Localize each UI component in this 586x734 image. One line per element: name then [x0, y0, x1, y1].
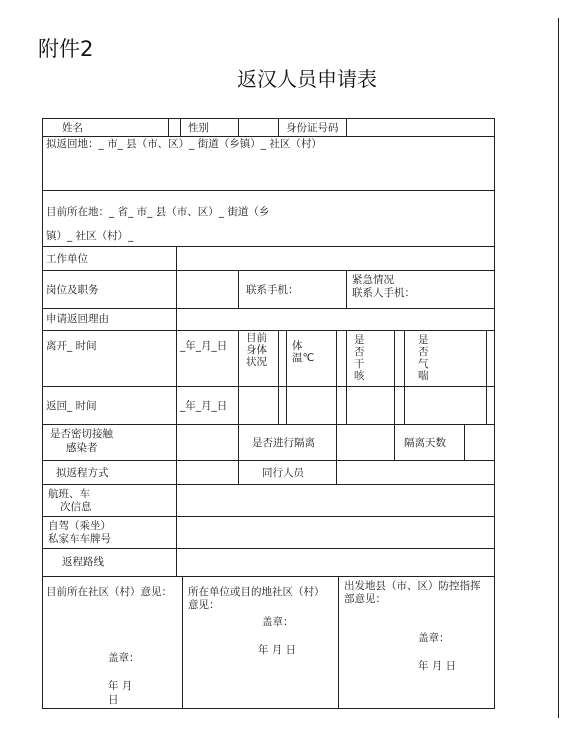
position-label: 岗位及职务: [46, 284, 99, 296]
route-label: 返程路线: [62, 556, 104, 568]
isolation-label: 是否进行隔离: [252, 437, 315, 449]
return-date-value: _年_月_日: [180, 400, 228, 412]
community-opinion-label: 目前所在社区（村）意见：: [46, 586, 172, 598]
leave-time-label: 离开_ 时间: [46, 340, 97, 352]
table-border-right: [494, 118, 495, 708]
temperature-label: 体温℃: [292, 340, 315, 364]
contact-phone-label: 联系手机：: [246, 284, 299, 296]
leave-date-value: _年_月_日: [180, 340, 228, 352]
flight-info-label-1: 航班、车: [48, 488, 90, 500]
community-seal-label: 盖章：: [108, 652, 140, 664]
flight-info-label-2: 次信息: [60, 501, 92, 513]
emergency-contact-label-1: 紧急情况: [352, 274, 394, 286]
breathless-label: 是否气喘: [418, 334, 429, 382]
attachment-label: 附件2: [38, 37, 94, 61]
isolation-days-label: 隔离天数: [404, 437, 446, 449]
car-plate-label-2: 私家车车牌号: [48, 533, 111, 545]
form-title: 返汉人员申请表: [237, 67, 377, 91]
gender-label: 性别: [188, 122, 209, 134]
table-border-left: [42, 118, 43, 708]
return-address-label: 拟返回地：_ 市_ 县（市、区）_ 街道（乡镇）_ 社区（村）: [46, 138, 322, 150]
unit-date: 年 月 日: [258, 644, 297, 656]
hq-seal-label: 盖章：: [418, 632, 450, 644]
companion-label: 同行人员: [262, 467, 304, 479]
current-address-line1: 目前所在地：_ 省_ 市_ 县（市、区）_ 街道（乡: [46, 206, 270, 218]
hq-date: 年 月 日: [418, 660, 457, 672]
work-unit-label: 工作单位: [46, 253, 88, 265]
return-reason-label: 申请返回理由: [46, 313, 109, 325]
close-contact-label-2: 感染者: [66, 442, 98, 454]
hq-opinion-label: 出发地县（市、区）防控指挥部意见：: [344, 580, 481, 605]
close-contact-label-1: 是否密切接触: [50, 428, 113, 440]
health-status-label: 目前身体状况: [246, 332, 267, 368]
unit-opinion-label: 所在单位或目的地社区（村）意见：: [188, 586, 325, 611]
community-date-d: 日: [108, 694, 119, 706]
unit-seal-label: 盖章：: [262, 616, 294, 628]
current-address-line2: 镇）_ 社区（村）_: [46, 230, 134, 242]
id-number-label: 身份证号码: [286, 122, 339, 134]
community-date-ym: 年 月: [108, 680, 133, 692]
car-plate-label-1: 自驾（乘坐）: [48, 520, 111, 532]
return-time-label: 返回_ 时间: [46, 400, 97, 412]
dry-cough-label: 是否干咳: [354, 334, 365, 382]
name-label: 姓名: [62, 122, 83, 134]
emergency-contact-label-2: 联系人手机：: [352, 287, 415, 299]
travel-mode-label: 拟返程方式: [56, 467, 109, 479]
